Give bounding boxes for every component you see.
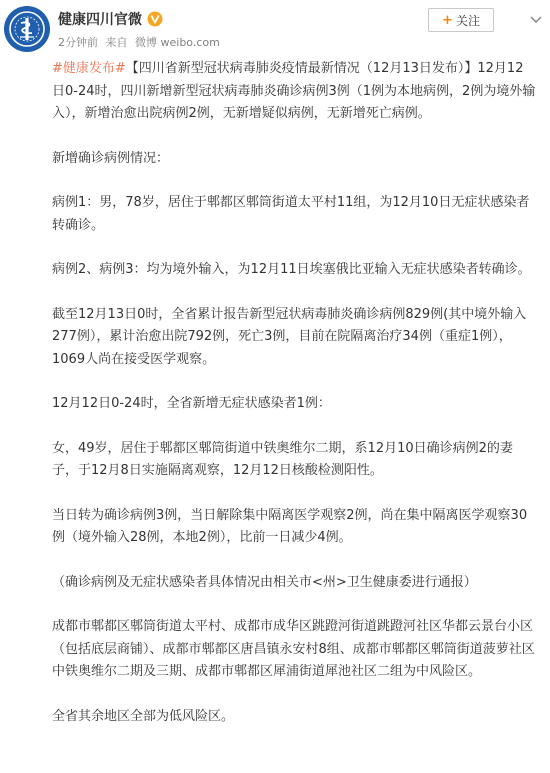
health-emblem-icon xyxy=(7,9,47,49)
post-time-link[interactable]: 2分钟前 xyxy=(58,36,98,49)
post-text: 【四川省新型冠状病毒肺炎疫情最新情况（12月13日发布）】12月12日0-24时，四川新增新型冠状病毒肺炎确诊病例3例（1例为本地病例，2例为境外输入），新增治愈出院病例2例，无新增疑似病例，无新增死亡病例。 xyxy=(52,61,536,121)
hashtag-link[interactable]: #健康发布# xyxy=(52,61,126,76)
post-paragraph-7: 女，49岁，居住于郫都区郫筒街道中铁奥维尔二期，系12月10日确诊病例2的妻子，于12月8日实施隔离观察，12月12日核酸检测阳性。 xyxy=(52,440,513,478)
avatar[interactable] xyxy=(4,6,50,52)
post-paragraph-3: 病例1：男，78岁，居住于郫都区郫筒街道太平村11组，为12月10日无症状感染者转确诊。 xyxy=(52,195,530,233)
follow-button[interactable] xyxy=(428,8,494,32)
chevron-down-icon[interactable] xyxy=(527,11,545,29)
post-paragraph-2: 新增确诊病例情况： xyxy=(52,150,170,166)
follow-button-label: 关注 xyxy=(455,13,480,28)
source-prefix: 来自 xyxy=(105,36,128,49)
plus-icon: + xyxy=(442,12,453,28)
post-paragraph-4: 病例2、病例3：均为境外输入，为12月11日埃塞俄比亚输入无症状感染者转确诊。 xyxy=(52,262,531,277)
verified-v-icon xyxy=(147,11,163,27)
source-link[interactable]: 微博 weibo.com xyxy=(135,36,220,49)
post-header xyxy=(0,0,550,56)
post-paragraph-9: （确诊病例及无症状感染者具体情况由相关市<州>卫生健康委进行通报） xyxy=(52,574,477,590)
post-paragraph-5: 截至12月13日0时，全省累计报告新型冠状病毒肺炎确诊病例829例(其中境外输入277例），累计治愈出院792例，死亡3例，目前在院隔离治疗34例（重症1例），1069人尚在接受医学观察。 xyxy=(52,306,527,367)
post-paragraph-1 xyxy=(52,58,536,126)
post-content xyxy=(52,58,536,750)
post-paragraph-10: 成都市郫都区郫筒街道太平村、成都市成华区跳蹬河街道跳蹬河社区华都云景台小区（包括底层商铺）、成都市郫都区唐昌镇永安村8组、成都市郫都区郫筒街道菠萝社区中铁奥维尔二期及三期、成都市郫都区犀浦街道犀池社区二组为中风险区。 xyxy=(52,619,535,679)
post-meta xyxy=(58,34,224,50)
post-paragraph-6: 12月12日0-24时，全省新增无症状感染者1例： xyxy=(52,396,331,411)
name-row xyxy=(58,9,163,29)
username-link[interactable]: 健康四川官微 xyxy=(58,12,142,28)
post-paragraph-11: 全省其余地区全部为低风险区。 xyxy=(52,708,235,724)
post-paragraph-8: 当日转为确诊病例3例，当日解除集中隔离医学观察2例，尚在集中隔离医学观察30例（境外输入28例，本地2例），比前一日减少4例。 xyxy=(52,507,528,545)
